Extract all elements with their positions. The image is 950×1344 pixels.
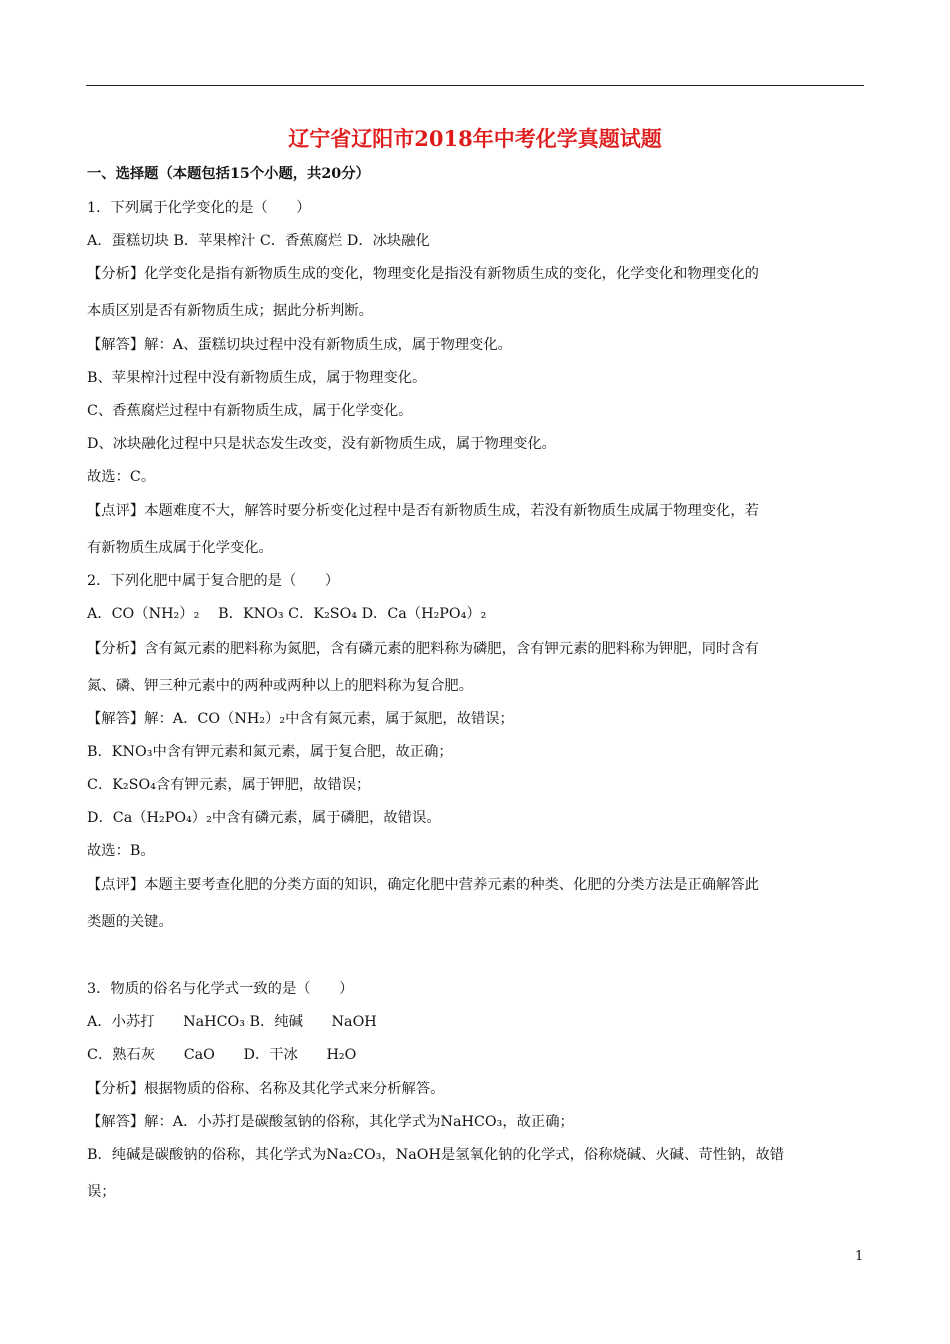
text-line: 误； bbox=[87, 1184, 116, 1200]
text-line: 1．下列属于化学变化的是（ ） bbox=[87, 200, 311, 216]
text-line: 【分析】化学变化是指有新物质生成的变化，物理变化是指没有新物质生成的变化，化学变化和物理变化的 bbox=[87, 266, 759, 282]
text-line: 本质区别是否有新物质生成；据此分析判断。 bbox=[87, 303, 373, 319]
section-heading: 一、选择题（本题包括15个小题，共20分） bbox=[87, 166, 370, 182]
text-line: 【分析】含有氮元素的肥料称为氮肥，含有磷元素的肥料称为磷肥，含有钾元素的肥料称为钾肥，同时含有 bbox=[87, 641, 759, 657]
text-line: 2．下列化肥中属于复合肥的是（ ） bbox=[87, 573, 340, 589]
text-line: 有新物质生成属于化学变化。 bbox=[87, 540, 273, 556]
text-line: B．纯碱是碳酸钠的俗称，其化学式为Na₂CO₃，NaOH是氢氧化钠的化学式，俗称烧碱、火碱、苛性钠，故错 bbox=[87, 1147, 785, 1163]
header-rule bbox=[86, 85, 864, 86]
text-line: 3．物质的俗名与化学式一致的是（ ） bbox=[87, 981, 354, 997]
text-line: C．熟石灰 CaO D．干冰 H₂O bbox=[87, 1047, 357, 1063]
text-line: 【点评】本题主要考查化肥的分类方面的知识，确定化肥中营养元素的种类、化肥的分类方法是正确解答此 bbox=[87, 877, 759, 893]
document-title: 辽宁省辽阳市2018年中考化学真题试题 bbox=[288, 126, 662, 151]
text-line: A．小苏打 NaHCO₃ B．纯碱 NaOH bbox=[87, 1014, 377, 1030]
text-line: D、冰块融化过程中只是状态发生改变，没有新物质生成，属于物理变化。 bbox=[87, 436, 556, 452]
text-line: A．CO（NH₂）₂ B．KNO₃ C．K₂SO₄ D．Ca（H₂PO₄）₂ bbox=[87, 606, 487, 622]
page-number: 1 bbox=[855, 1249, 864, 1264]
text-line: C、香蕉腐烂过程中有新物质生成，属于化学变化。 bbox=[87, 403, 413, 419]
text-line: 【分析】根据物质的俗称、名称及其化学式来分析解答。 bbox=[87, 1081, 445, 1097]
text-line: B．KNO₃中含有钾元素和氮元素，属于复合肥，故正确； bbox=[87, 744, 453, 760]
text-line: C．K₂SO₄含有钾元素，属于钾肥，故错误； bbox=[87, 777, 371, 793]
text-line: B、苹果榨汁过程中没有新物质生成，属于物理变化。 bbox=[87, 370, 427, 386]
text-line: 【解答】解：A．小苏打是碳酸氢钠的俗称，其化学式为NaHCO₃，故正确； bbox=[87, 1114, 574, 1130]
text-line: D．Ca（H₂PO₄）₂中含有磷元素，属于磷肥，故错误。 bbox=[87, 810, 441, 826]
text-line: 故选：B。 bbox=[87, 843, 155, 859]
text-line: 类题的关键。 bbox=[87, 914, 173, 930]
text-line: 氮、磷、钾三种元素中的两种或两种以上的肥料称为复合肥。 bbox=[87, 678, 474, 694]
text-line: 【解答】解：A．CO（NH₂）₂中含有氮元素，属于氮肥，故错误； bbox=[87, 711, 514, 727]
text-line: 故选：C。 bbox=[87, 469, 156, 485]
text-line: A．蛋糕切块 B．苹果榨汁 C．香蕉腐烂 D．冰块融化 bbox=[87, 233, 430, 249]
text-line: 【解答】解：A、蛋糕切块过程中没有新物质生成，属于物理变化。 bbox=[87, 337, 512, 353]
text-line: 【点评】本题难度不大，解答时要分析变化过程中是否有新物质生成，若没有新物质生成属于物理变化，若 bbox=[87, 503, 759, 519]
